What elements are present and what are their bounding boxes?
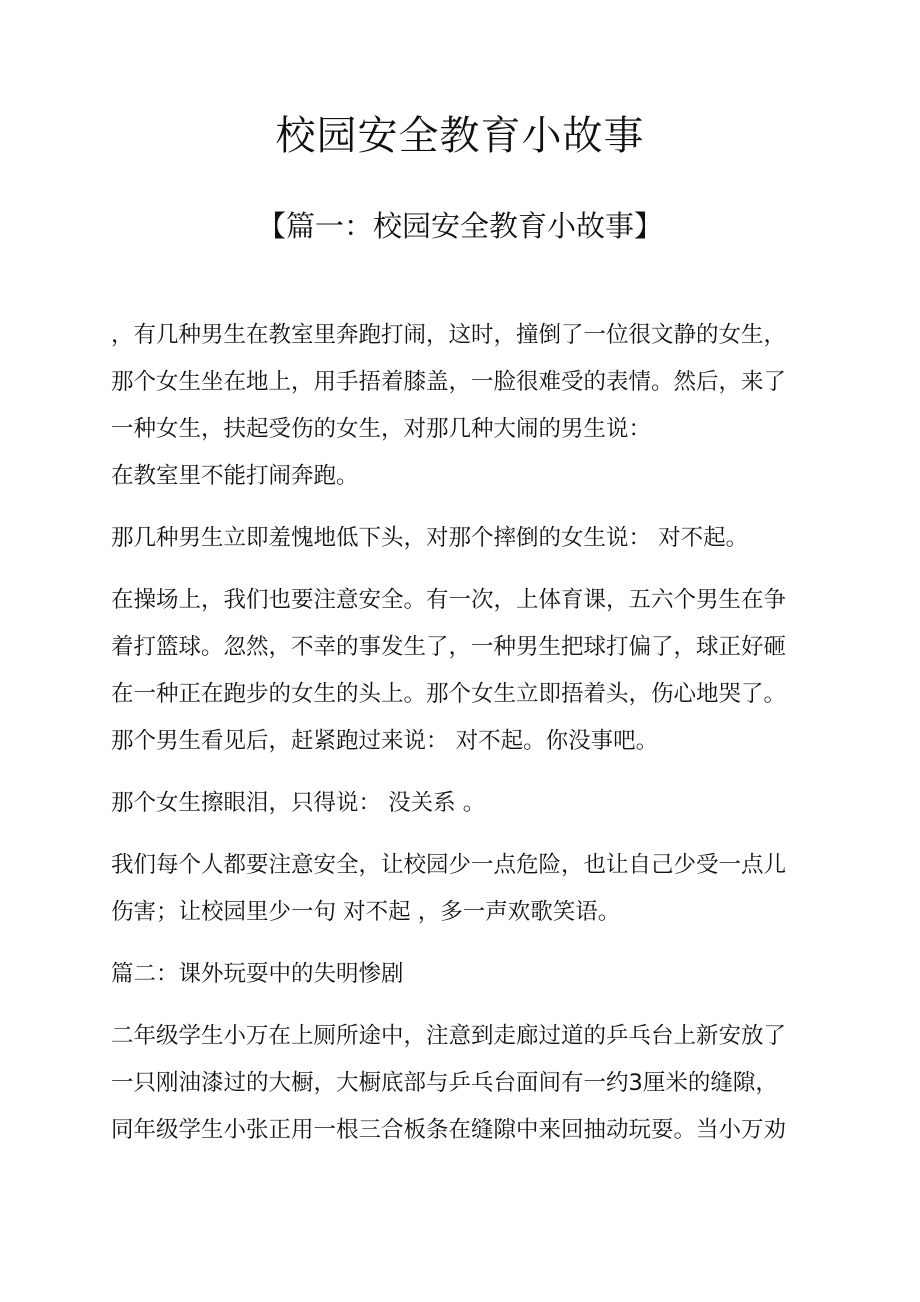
- paragraph-line: 那个女生擦眼泪，只得说： 没关系 。: [111, 790, 486, 816]
- paragraph-7: [111, 1013, 811, 1154]
- paragraph-6: [111, 842, 811, 936]
- paragraph-2: [111, 453, 811, 500]
- section-heading-2: [111, 951, 811, 998]
- paragraph-line: 那个女生坐在地上，用手捂着膝盖，一脸很难受的表情。然后，来了: [111, 369, 787, 395]
- document-title: 校园安全教育小故事: [275, 113, 645, 159]
- paragraph-1: [111, 312, 811, 453]
- paragraph-line: ，有几种男生在教室里奔跑打闹，这时，撞倒了一位很文静的女生，: [111, 322, 787, 348]
- paragraph-line: 在操场上，我们也要注意安全。有一次，上体育课，五六个男生在争: [111, 587, 787, 613]
- paragraph-line: 我们每个人都要注意安全，让校园少一点危险，也让自己少受一点儿: [111, 852, 787, 878]
- paragraph-3: [111, 515, 811, 562]
- paragraph-line: 二年级学生小万在上厕所途中，注意到走廊过道的乒乓台上新安放了: [111, 1023, 787, 1049]
- paragraph-4: [111, 577, 811, 765]
- paragraph-line: 一只刚油漆过的大橱，大橱底部与乒乓台面间有一约3厘米的缝隙，: [111, 1070, 778, 1096]
- document-body: [111, 312, 811, 1169]
- paragraph-5: [111, 780, 811, 827]
- paragraph-line: 一种女生，扶起受伤的女生，对那几种大闹的男生说：: [111, 416, 652, 442]
- paragraph-line: 着打篮球。忽然，不幸的事发生了，一种男生把球打偏了，球正好砸: [111, 634, 787, 660]
- paragraph-line: 在教室里不能打闹奔跑。: [111, 463, 359, 489]
- paragraph-line: 伤害；让校园里少一句 对不起 ，多一声欢歌笑语。: [111, 899, 621, 925]
- paragraph-line: 在一种正在跑步的女生的头上。那个女生立即捂着头，伤心地哭了。: [111, 681, 787, 707]
- document-subtitle: 【篇一：校园安全教育小故事】: [256, 209, 663, 243]
- paragraph-line: 那几种男生立即羞愧地低下头，对那个摔倒的女生说： 对不起。: [111, 525, 749, 551]
- paragraph-line: 同年级学生小张正用一根三合板条在缝隙中来回抽动玩耍。当小万劝: [111, 1117, 787, 1143]
- paragraph-line: 那个男生看见后，赶紧跑过来说： 对不起。你没事吧。: [111, 728, 659, 754]
- section-heading-text: 篇二：课外玩耍中的失明惨剧: [111, 961, 404, 987]
